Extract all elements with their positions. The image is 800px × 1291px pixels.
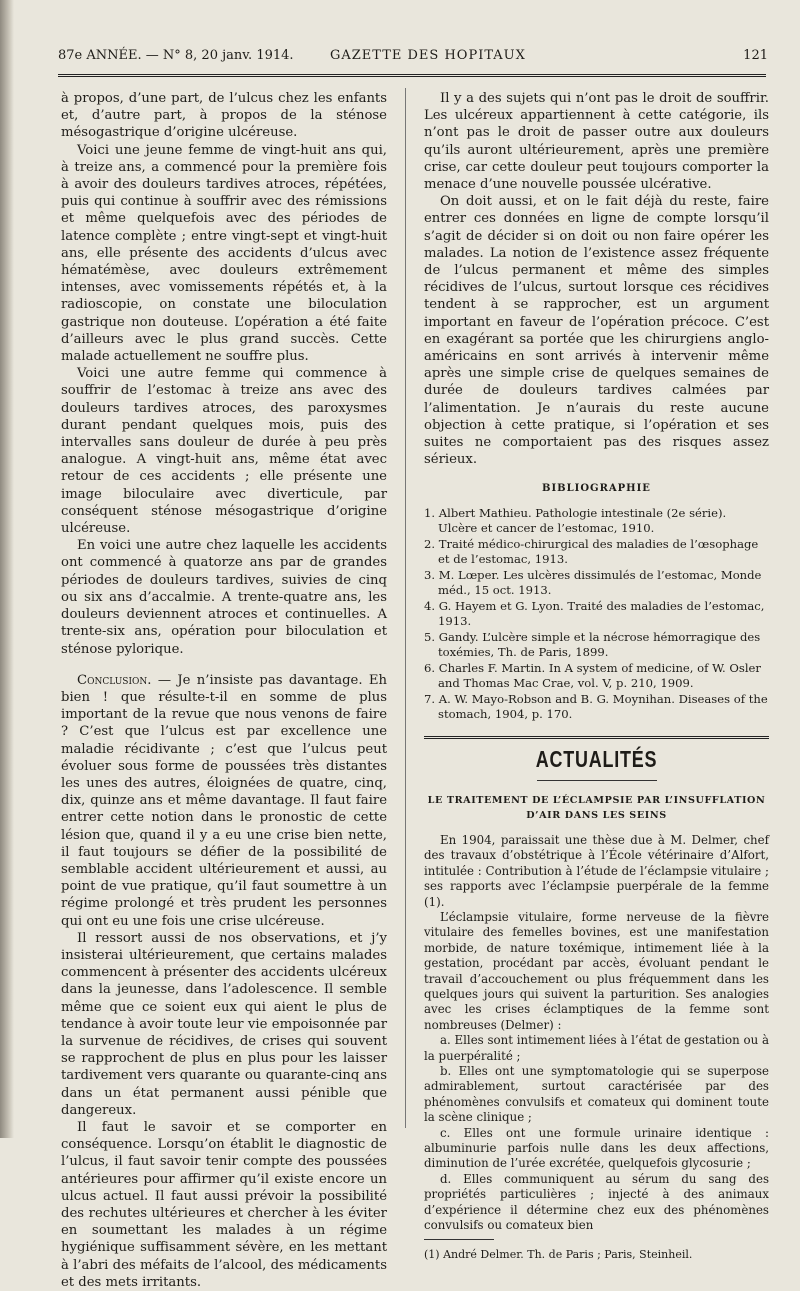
bibliography-item: 2. Traité médico-chirurgical des maladies de l’œsophage et de l’estomac, 1913. [424,536,759,566]
article-body [424,833,769,1234]
paragraph: Il y a des sujets qui n’ont pas le droit de souffrir. Les ulcéreux appartiennent à cette catégorie, ils n’ont pas le droit de passer outre aux douleurs qu’ils auront ultérieurement, après une première crise, car cette douleur peut toujours comporter la menace d’une nouvelle poussée ulcérative. [424,91,769,193]
article-title: LE TRAITEMENT DE L’ÉCLAMPSIE PAR L’INSUFFLATION D’AIR DANS LES SEINS [427,794,766,821]
bibliography-item: 1. Albert Mathieu. Pathologie intestinale (2e série). Ulcère et cancer de l’estomac, 1910. [424,505,727,535]
column-divider [405,88,406,1128]
paragraph: b. Elles ont une symptomatologie qui se superpose admirablement, surtout caractérisée par des phénomènes convulsifs et comateux qui dominent toute la scène clinique ; [424,1063,769,1125]
bibliography-list [424,506,769,722]
paragraph: Il faut le savoir et se comporter en conséquence. Lorsqu’on établit le diagnostic de l’ulcus, il faut savoir tenir compte des poussées antérieures pour affirmer qu’il existe encore un ulcus actuel. Il faut aussi prévoir la possibilité des rechutes ultérieures et chercher à les éviter en soumettant les malades à un régime hygiénique suffisamment sévère, en les mettant à l’abri des méfaits de l’alcool, des médicaments et des mets irritants. [61,1119,387,1290]
running-header [58,48,768,70]
paragraph: On doit aussi, et on le fait déjà du reste, faire entrer ces données en ligne de compte lorsqu’il s’agit de décider si on doit ou non faire opérer les malades. La notion de l’existence assez fréquente de l’ulcus permanent et même des simples récidives de l’ulcus, surtout lorsque ces récidives tendent à se rapprocher, est un argument important en faveur de l’opération précoce. C’est en exagérant sa portée que les chirurgiens anglo-américains en sont arrivés à intervenir même après une simple crise de quelques semaines de durée de douleurs tardives calmées par l’alimentation. Je n’aurais du reste aucune objection à cette pratique, si l’opération et ses suites ne comportaient pas des risques assez sérieux. [424,194,769,468]
paragraph: En 1904, paraissait une thèse due à M. Delmer, chef des travaux d’obstétrique à l’École vétérinaire d’Alfort, intitulée : Contribution à l’étude de l’éclampsie vitulaire ; ses rapports avec l’éclampsie puerpérale de la femme (1). [424,832,769,909]
issue-info: 87e ANNÉE. — N° 8, 20 janv. 1914. [58,48,294,63]
paragraph: a. Elles sont intimement liées à l’état de gestation ou à la puerpéralité ; [424,1033,769,1063]
paragraph: à propos, d’une part, de l’ulcus chez les enfants et, d’autre part, à propos de la sténose mésogastrique d’origine ulcéreuse. [61,91,387,141]
conclusion-label: Conclusion. [77,672,152,688]
page-binding-shadow [0,0,14,1138]
conclusion-text: — Je n’insiste pas davantage. Eh bien ! que résulte-t-il en somme de plus important de la revue que nous venons de faire ? C’est que l’ulcus est par excellence une maladie récidivante ; c’est que l’ulcus peut évoluer sous forme de poussées très distantes les unes des autres, éloignées de quatre, cinq, dix, quinze ans et même davantage. Il faut faire entrer cette notion dans le pronostic de cette lésion que, quand il y a eu une crise bien nette, il faut toujours se défier de la possibilité de semblable accident ultérieurement et aussi, au point de vue pratique, qu’il faut soumettre à un régime prolongé et très prudent les personnes qui ont eu une fois une crise ulcéreuse. [61,672,387,929]
paragraph: En voici une autre chez laquelle les accidents ont commencé à quatorze ans par de grandes périodes de douleurs tardives, suivies de cinq ou six ans d’accalmie. A trente-quatre ans, les douleurs deviennent atroces et continuelles. A trente-six ans, opération pour biloculation et sténose pylorique. [61,538,387,657]
section-heading: ACTUALITÉS [535,745,658,772]
bibliography-title: BIBLIOGRAPHIE [542,483,651,495]
page-number: 121 [743,48,768,63]
left-column [61,90,387,1291]
journal-title: GAZETTE DES HOPITAUX [330,48,526,63]
bibliography-item: 5. Gandy. L’ulcère simple et la nécrose hémorragique des toxémies, Th. de Paris, 1899. [424,629,761,659]
paragraph: Voici une autre femme qui commence à souffrir de l’estomac à treize ans avec des douleurs tardives atroces, des paroxysmes durant pendant quelques mois, puis des intervalles sans douleur de durée à peu près analogue. A vingt-huit ans, même état avec retour de ces accidents ; elle présente une image biloculaire avec diverticule, par conséquent sténose mésogastrique d’origine ulcéreuse. [61,366,387,537]
header-rule [58,74,766,77]
paragraph: d. Elles communiquent au sérum du sang des propriétés particulières ; injecté à des animaux d’expérience il détermine chez eux des phénomènes convulsifs ou comateux bien [424,1171,769,1233]
bibliography-item: 4. G. Hayem et G. Lyon. Traité des maladies de l’estomac, 1913. [424,598,765,628]
paragraph: Voici une jeune femme de vingt-huit ans qui, à treize ans, a commencé pour la première fois à avoir des douleurs tardives atroces, répétées, puis qui continue à souffrir avec des rémissions et même quelquefois avec des périodes de latence complète ; entre vingt-sept et vingt-huit ans, elle présente des accidents d’ulcus avec hématémèse, avec douleurs extrêmement intenses, avec vomissements répétés et, à la radioscopie, on constate une biloculation gastrique non douteuse. L’opération a été faite d’ailleurs avec le plus grand succès. Cette malade actuellement ne souffre plus. [61,142,387,365]
bibliography-item: 3. M. Lœper. Les ulcères dissimulés de l’estomac, Monde méd., 15 oct. 1913. [424,567,762,597]
bibliography-item: 7. A. W. Mayo-Robson and B. G. Moynihan. Diseases of the stomach, 1904, p. 170. [424,691,768,721]
heading-underline [537,780,657,781]
conclusion-paragraph [61,672,387,930]
bibliography-item: 6. Charles F. Martin. In A system of medicine, of W. Osler and Thomas Mac Crae, vol. V, p. 210, 1909. [424,660,761,690]
footnote: (1) André Delmer. Th. de Paris ; Paris, Steinheil. [424,1248,693,1262]
paragraph: Il ressort aussi de nos observations, et j’y insisterai ultérieurement, que certains malades commencent à présenter des accidents ulcéreux dans la jeunesse, dans l’adolescence. Il semble même que ce soient eux qui aient le plus de tendance à avoir toute leur vie empoisonnée par la survenue de récidives, de crises qui souvent se rapprochent de plus en plus pour les laisser tardivement vers quarante ou quarante-cinq ans dans un état permanent aussi pénible que dangereux. [61,930,387,1118]
footnote-rule [424,1239,494,1240]
paragraph: L’éclampsie vitulaire, forme nerveuse de la fièvre vitulaire des femelles bovines, est une manifestation morbide, de nature toxémique, intimement liée à la gestation, procédant par accès, évoluant pendant le travail d’accouchement ou plus fréquemment dans les quelques jours qui suivent la parturition. Ses analogies avec les crises éclamptiques de la femme sont nombreuses (Delmer) : [424,909,769,1032]
section-rule [424,736,769,739]
right-column [424,90,769,1264]
paragraph: c. Elles ont une formule urinaire identique : albuminurie parfois nulle dans les deux affections, diminution de l’urée excrétée, quelquefois glycosurie ; [424,1125,769,1171]
